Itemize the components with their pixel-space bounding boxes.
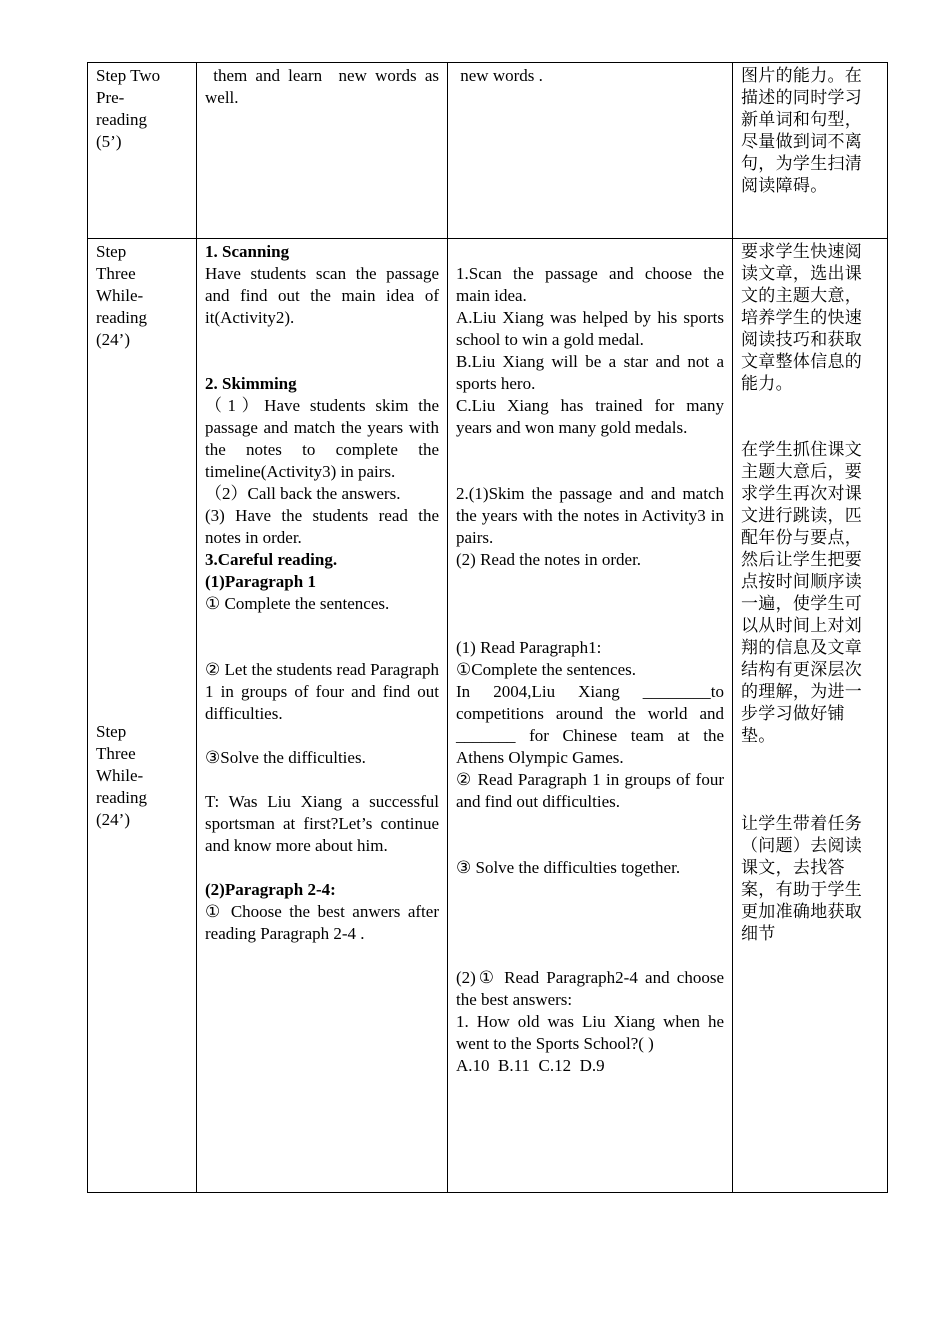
teacher-text: （1）Have students skim the passage and match the years with the notes to complete the timeline(Activity3) in pairs. bbox=[205, 396, 439, 481]
lesson-plan-table bbox=[87, 62, 888, 1193]
teacher-text: (3) Have the students read the notes in order. bbox=[205, 506, 439, 547]
student-activity-cell bbox=[448, 239, 733, 1193]
teacher-text: ③Solve the difficulties. bbox=[205, 748, 366, 767]
step-duration: (24’) bbox=[96, 810, 130, 829]
answer-option: B.Liu Xiang will be a star and not a sports hero. bbox=[456, 352, 724, 393]
question-text: 1. How old was Liu Xiang when he went to the Sports School?( ) bbox=[456, 1012, 724, 1053]
student-text: ③ Solve the difficulties together. bbox=[456, 858, 681, 877]
step-cell bbox=[88, 63, 197, 239]
step-label-line: Step bbox=[96, 722, 127, 741]
student-text: ①Complete the sentences. bbox=[456, 660, 636, 679]
teacher-activity-cell bbox=[197, 63, 448, 239]
design-purpose-cell bbox=[733, 239, 888, 1193]
teacher-activity-cell bbox=[197, 239, 448, 1193]
section-heading: 3.Careful reading. bbox=[205, 550, 338, 569]
teacher-text: （2）Call back the answers. bbox=[205, 484, 401, 503]
step-label-line: Three bbox=[96, 264, 136, 283]
purpose-text: 在学生抓住课文主题大意后，要求学生再次对课文进行跳读，匹配年份与要点，然后让学生把要点按时间顺序读一遍，使学生可以从时间上对刘翔的信息及文章结构有更深层次的理解，为进一步学习做好铺垫。 bbox=[741, 440, 863, 746]
student-text: (1) Read Paragraph1: bbox=[456, 638, 602, 657]
fill-in-sentence: In 2004,Liu Xiang ________to competitions around the world and _______ for Chinese team at the Athens Olympic Games. bbox=[456, 682, 724, 767]
answer-option: C.Liu Xiang has trained for many years and won many gold medals. bbox=[456, 396, 724, 437]
step-cell bbox=[88, 239, 197, 1193]
step-label-line: reading bbox=[96, 788, 147, 807]
step-label-line: While- bbox=[96, 766, 144, 785]
step-label-line: Step Two bbox=[96, 66, 161, 85]
answer-option: A.Liu Xiang was helped by his sports school to win a gold medal. bbox=[456, 308, 724, 349]
student-text: 1.Scan the passage and choose the main idea. bbox=[456, 264, 724, 305]
section-heading: (1)Paragraph 1 bbox=[205, 572, 316, 591]
design-purpose-cell bbox=[733, 63, 888, 239]
teacher-text: them and learn new words as well. bbox=[205, 66, 448, 107]
question-options: A.10 B.11 C.12 D.9 bbox=[456, 1056, 605, 1075]
section-heading: 2. Skimming bbox=[205, 374, 297, 393]
table-row-step-three bbox=[88, 239, 888, 1193]
student-text: (2)① Read Paragraph2-4 and choose the best answers: bbox=[456, 968, 724, 1009]
section-heading: 1. Scanning bbox=[205, 242, 290, 261]
purpose-text: 让学生带着任务（问题）去阅读课文，去找答案，有助于学生更加准确地获取细节 bbox=[741, 814, 863, 944]
step-label-line: Step bbox=[96, 242, 127, 261]
student-text: ② Read Paragraph 1 in groups of four and find out difficulties. bbox=[456, 770, 724, 811]
step-label-line: reading bbox=[96, 110, 147, 129]
section-heading: (2)Paragraph 2-4: bbox=[205, 880, 336, 899]
step-label-line: Three bbox=[96, 744, 136, 763]
step-duration: (24’) bbox=[96, 330, 130, 349]
purpose-text: 要求学生快速阅读文章，选出课文的主题大意，培养学生的快速阅读技巧和获取文章整体信息的能力。 bbox=[741, 242, 863, 394]
purpose-text: 图片的能力。在描述的同时学习新单词和句型，尽量做到词不离句，为学生扫清阅读障碍。 bbox=[741, 66, 863, 196]
student-text: 2.(1)Skim the passage and and match the years with the notes in Activity3 in pairs. bbox=[456, 484, 724, 547]
table-row-step-two bbox=[88, 63, 888, 239]
teacher-text: Have students scan the passage and find out the main idea of it(Activity2). bbox=[205, 264, 439, 327]
student-text: new words . bbox=[456, 66, 543, 85]
step-label-line: reading bbox=[96, 308, 147, 327]
teacher-text: ② Let the students read Paragraph 1 in groups of four and find out difficulties. bbox=[205, 660, 439, 723]
teacher-text: T: Was Liu Xiang a successful sportsman at first?Let’s continue and know more about him. bbox=[205, 792, 439, 855]
student-activity-cell bbox=[448, 63, 733, 239]
teacher-text: ① Complete the sentences. bbox=[205, 594, 390, 613]
step-label-line: While- bbox=[96, 286, 144, 305]
student-text: (2) Read the notes in order. bbox=[456, 550, 642, 569]
step-duration: (5’) bbox=[96, 132, 122, 151]
step-label-line: Pre- bbox=[96, 88, 125, 107]
teacher-text: ① Choose the best anwers after reading Paragraph 2-4 . bbox=[205, 902, 439, 943]
